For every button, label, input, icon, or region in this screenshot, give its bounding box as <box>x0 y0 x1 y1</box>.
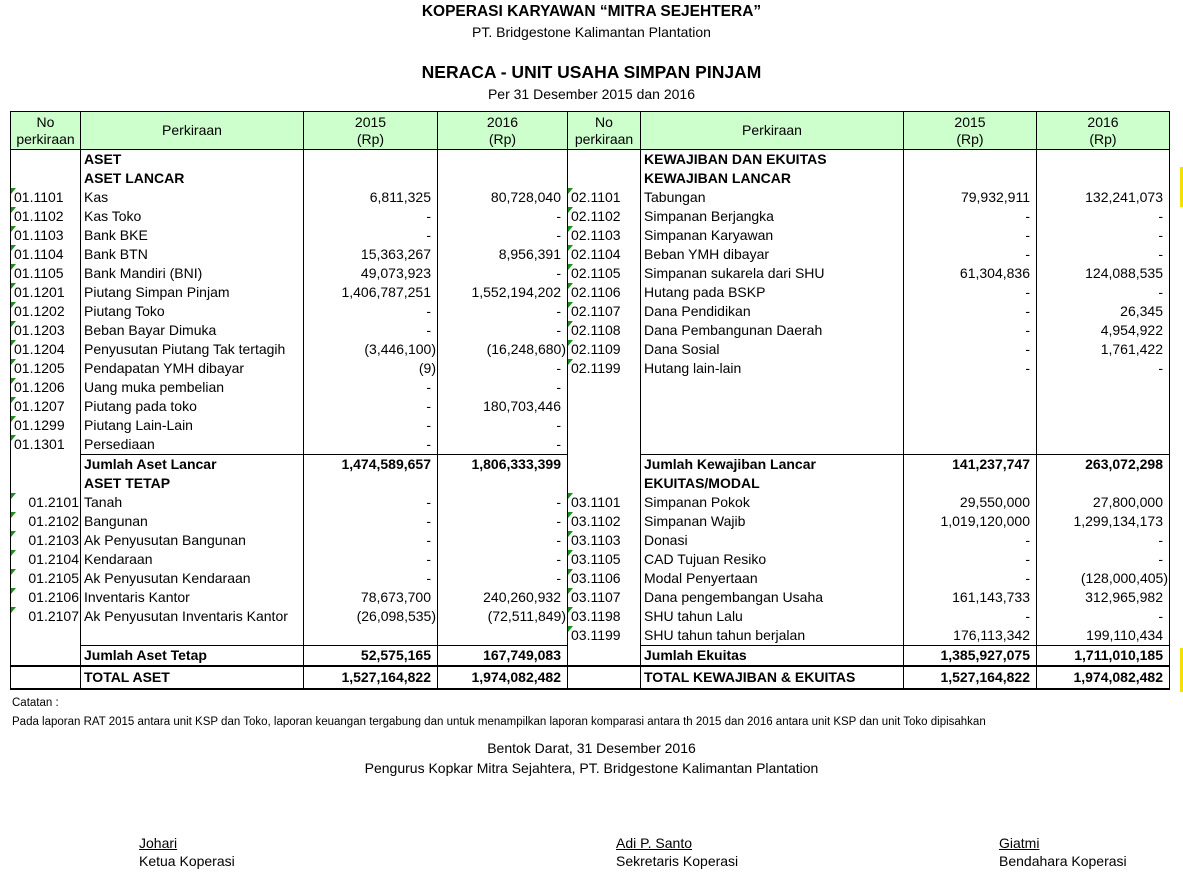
amount-2015: - <box>304 550 438 569</box>
account-number: 02.1104 <box>568 245 641 264</box>
account-name: Beban YMH dibayar <box>641 245 904 264</box>
account-name: Beban Bayar Dimuka <box>81 321 304 340</box>
board-name: Pengurus Kopkar Mitra Sejahtera, PT. Bridgestone Kalimantan Plantation <box>364 760 819 776</box>
amount-2016: 1,711,010,185 <box>1037 646 1170 667</box>
amount-2016: 124,088,535 <box>1037 264 1170 283</box>
account-name: Modal Penyertaan <box>641 569 904 588</box>
amount-2015: - <box>904 245 1037 264</box>
amount-2016 <box>438 474 568 493</box>
account-name: Bank BKE <box>81 226 304 245</box>
account-number: 01.1205 <box>11 359 81 378</box>
account-name: Inventaris Kantor <box>81 588 304 607</box>
amount-2016: - <box>1037 607 1170 626</box>
amount-2016: - <box>438 569 568 588</box>
amount-2016: - <box>1037 550 1170 569</box>
col-header-perkiraan: Perkiraan <box>81 112 304 150</box>
amount-2015: 1,474,589,657 <box>304 455 438 475</box>
account-number: 01.1206 <box>11 378 81 397</box>
section-label: ASET <box>81 150 304 170</box>
amount-2015: - <box>304 512 438 531</box>
table-row <box>11 283 1170 302</box>
account-number: 01.2103 <box>11 531 81 550</box>
account-number: 02.1108 <box>568 321 641 340</box>
section-label: TOTAL KEWAJIBAN & EKUITAS <box>641 666 904 689</box>
account-number: 01.1203 <box>11 321 81 340</box>
account-number <box>568 474 641 493</box>
account-name: Bank BTN <box>81 245 304 264</box>
amount-2016: - <box>438 435 568 455</box>
account-number: 01.1299 <box>11 416 81 435</box>
amount-2016: 1,761,422 <box>1037 340 1170 359</box>
account-name <box>641 435 904 455</box>
account-name: Simpanan Berjangka <box>641 207 904 226</box>
amount-2015: 1,019,120,000 <box>904 512 1037 531</box>
account-number: 01.2102 <box>11 512 81 531</box>
signatory-role: Sekretaris Koperasi <box>616 853 739 869</box>
account-number <box>11 666 81 689</box>
account-number: 02.1199 <box>568 359 641 378</box>
amount-2015: - <box>304 207 438 226</box>
amount-2016 <box>1037 474 1170 493</box>
section-row <box>11 474 1170 493</box>
account-number <box>568 416 641 435</box>
amount-2016: - <box>438 550 568 569</box>
section-label: Jumlah Aset Lancar <box>81 455 304 475</box>
amount-2016: - <box>438 416 568 435</box>
account-number: 01.1207 <box>11 397 81 416</box>
account-number <box>11 455 81 475</box>
table-row <box>11 550 1170 569</box>
account-number: 02.1106 <box>568 283 641 302</box>
signature-chairman <box>139 835 235 869</box>
amount-2015 <box>904 416 1037 435</box>
account-name: Bank Mandiri (BNI) <box>81 264 304 283</box>
amount-2016: 27,800,000 <box>1037 493 1170 512</box>
amount-2015: - <box>304 226 438 245</box>
account-number: 02.1102 <box>568 207 641 226</box>
account-number: 03.1101 <box>568 493 641 512</box>
account-name <box>641 378 904 397</box>
notes-label: Catatan : <box>12 697 59 709</box>
amount-2015: - <box>904 340 1037 359</box>
report-title: NERACA - UNIT USAHA SIMPAN PINJAM <box>421 62 762 82</box>
account-number: 01.1204 <box>11 340 81 359</box>
table-row <box>11 226 1170 245</box>
amount-2015: - <box>304 416 438 435</box>
amount-2016 <box>1037 416 1170 435</box>
amount-2015 <box>304 474 438 493</box>
amount-2015: - <box>904 569 1037 588</box>
account-number: 03.1103 <box>568 531 641 550</box>
account-name: CAD Tujuan Resiko <box>641 550 904 569</box>
table-row <box>11 188 1170 207</box>
account-number <box>11 626 81 646</box>
account-name: SHU tahun tahun berjalan <box>641 626 904 646</box>
amount-2016 <box>1037 435 1170 455</box>
account-name: Simpanan sukarela dari SHU <box>641 264 904 283</box>
amount-2015: - <box>904 226 1037 245</box>
amount-2015: - <box>904 283 1037 302</box>
account-number <box>568 666 641 689</box>
amount-2016: 167,749,083 <box>438 646 568 667</box>
account-name: Dana pengembangan Usaha <box>641 588 904 607</box>
amount-2016: - <box>438 226 568 245</box>
section-label: TOTAL ASET <box>81 666 304 689</box>
org-name: KOPERASI KARYAWAN “MITRA SEJEHTERA” <box>421 3 762 20</box>
account-number: 01.2101 <box>11 493 81 512</box>
account-name: Pendapatan YMH dibayar <box>81 359 304 378</box>
account-number: 01.1105 <box>11 264 81 283</box>
table-row <box>11 588 1170 607</box>
notes-text: Pada laporan RAT 2015 antara unit KSP dan Toko, laporan keuangan tergabung dan untuk menampilkan laporan komparasi antara th 2015 dan 2016 antara unit KSP dan unit Toko dipisahkan <box>12 716 986 728</box>
amount-2015: - <box>904 531 1037 550</box>
signature-treasurer <box>999 835 1127 869</box>
amount-2015: 1,385,927,075 <box>904 646 1037 667</box>
section-label: KEWAJIBAN LANCAR <box>641 169 904 188</box>
company-name: PT. Bridgestone Kalimantan Plantation <box>472 24 711 40</box>
account-name: Tabungan <box>641 188 904 207</box>
amount-2016: 1,974,082,482 <box>1037 666 1170 689</box>
section-label: ASET TETAP <box>81 474 304 493</box>
amount-2016: - <box>438 321 568 340</box>
account-name: Persediaan <box>81 435 304 455</box>
amount-2015: - <box>904 321 1037 340</box>
account-number: 01.1301 <box>11 435 81 455</box>
account-name: Piutang pada toko <box>81 397 304 416</box>
amount-2016: 199,110,434 <box>1037 626 1170 646</box>
amount-2016: (128,000,405) <box>1037 569 1170 588</box>
account-number: 01.1101 <box>11 188 81 207</box>
amount-2016: 312,965,982 <box>1037 588 1170 607</box>
amount-2015 <box>304 150 438 170</box>
signatory-name: Johari <box>139 835 178 851</box>
amount-2016: 1,974,082,482 <box>438 666 568 689</box>
amount-2015: 176,113,342 <box>904 626 1037 646</box>
account-number: 03.1106 <box>568 569 641 588</box>
amount-2016: - <box>1037 283 1170 302</box>
account-number: 02.1101 <box>568 188 641 207</box>
amount-2016: 80,728,040 <box>438 188 568 207</box>
table-row <box>11 245 1170 264</box>
col-header-perkiraan: Perkiraan <box>641 112 904 150</box>
table-header-row <box>11 112 1170 150</box>
account-number: 01.1103 <box>11 226 81 245</box>
table-row <box>11 359 1170 378</box>
account-name: Dana Pembangunan Daerah <box>641 321 904 340</box>
account-number <box>11 150 81 170</box>
table-row <box>11 207 1170 226</box>
amount-2015: 52,575,165 <box>304 646 438 667</box>
account-number: 02.1105 <box>568 264 641 283</box>
account-number: 01.1202 <box>11 302 81 321</box>
section-label: ASET LANCAR <box>81 169 304 188</box>
amount-2016: 1,299,134,173 <box>1037 512 1170 531</box>
amount-2016: - <box>1037 207 1170 226</box>
section-label: EKUITAS/MODAL <box>641 474 904 493</box>
amount-2016: 132,241,073 <box>1037 188 1170 207</box>
total-row <box>11 666 1170 689</box>
table-row <box>11 397 1170 416</box>
amount-2016: - <box>438 493 568 512</box>
amount-2015: - <box>304 378 438 397</box>
amount-2015 <box>904 435 1037 455</box>
table-row <box>11 493 1170 512</box>
amount-2016: - <box>1037 359 1170 378</box>
account-number <box>568 435 641 455</box>
account-name <box>641 416 904 435</box>
account-number: 01.2104 <box>11 550 81 569</box>
amount-2015: 79,932,911 <box>904 188 1037 207</box>
account-number: 01.2107 <box>11 607 81 626</box>
account-name: Kas Toko <box>81 207 304 226</box>
account-name: Ak Penyusutan Inventaris Kantor <box>81 607 304 626</box>
amount-2015: - <box>904 207 1037 226</box>
account-name: Simpanan Karyawan <box>641 226 904 245</box>
amount-2015 <box>904 169 1037 188</box>
amount-2016 <box>438 169 568 188</box>
account-name: Hutang pada BSKP <box>641 283 904 302</box>
account-name: Tanah <box>81 493 304 512</box>
amount-2015 <box>904 378 1037 397</box>
account-number: 02.1109 <box>568 340 641 359</box>
account-number <box>568 378 641 397</box>
amount-2015: - <box>304 531 438 550</box>
table-row <box>11 340 1170 359</box>
account-number <box>568 169 641 188</box>
amount-2015: 61,304,836 <box>904 264 1037 283</box>
amount-2016: - <box>438 512 568 531</box>
table-row <box>11 435 1170 455</box>
account-number <box>568 150 641 170</box>
amount-2015: - <box>904 302 1037 321</box>
signatory-role: Ketua Koperasi <box>139 853 235 869</box>
account-number: 03.1105 <box>568 550 641 569</box>
account-name: Piutang Simpan Pinjam <box>81 283 304 302</box>
section-label: Jumlah Kewajiban Lancar <box>641 455 904 475</box>
amount-2015: - <box>904 607 1037 626</box>
amount-2015: 141,237,747 <box>904 455 1037 475</box>
account-number <box>568 455 641 475</box>
signatory-role: Bendahara Koperasi <box>999 853 1127 869</box>
account-name: Piutang Toko <box>81 302 304 321</box>
amount-2015: - <box>904 359 1037 378</box>
account-name: Kendaraan <box>81 550 304 569</box>
amount-2015: - <box>304 397 438 416</box>
amount-2016: 1,552,194,202 <box>438 283 568 302</box>
amount-2015: 1,406,787,251 <box>304 283 438 302</box>
account-name: Dana Pendidikan <box>641 302 904 321</box>
table-row <box>11 569 1170 588</box>
amount-2015 <box>304 169 438 188</box>
account-number: 03.1199 <box>568 626 641 646</box>
amount-2016: - <box>438 359 568 378</box>
signature-secretary <box>616 835 738 869</box>
account-name: Dana Sosial <box>641 340 904 359</box>
amount-2016: (72,511,849) <box>438 607 568 626</box>
account-name: Donasi <box>641 531 904 550</box>
account-number: 01.1201 <box>11 283 81 302</box>
amount-2015: (3,446,100) <box>304 340 438 359</box>
account-number <box>568 397 641 416</box>
signatory-name: Adi P. Santo <box>616 835 693 851</box>
amount-2016: - <box>438 531 568 550</box>
account-name: Ak Penyusutan Bangunan <box>81 531 304 550</box>
table-row <box>11 626 1170 646</box>
amount-2016 <box>438 626 568 646</box>
amount-2015: - <box>304 569 438 588</box>
amount-2015: 29,550,000 <box>904 493 1037 512</box>
account-number: 01.2105 <box>11 569 81 588</box>
amount-2015: - <box>904 550 1037 569</box>
amount-2016 <box>1037 397 1170 416</box>
amount-2015: - <box>304 321 438 340</box>
table-row <box>11 264 1170 283</box>
amount-2015: 6,811,325 <box>304 188 438 207</box>
amount-2016: 240,260,932 <box>438 588 568 607</box>
amount-2016 <box>1037 150 1170 170</box>
account-name: Bangunan <box>81 512 304 531</box>
col-header-2016: 2016 (Rp) <box>438 112 568 150</box>
subtotal-row <box>11 455 1170 475</box>
amount-2015: 15,363,267 <box>304 245 438 264</box>
account-number: 01.1102 <box>11 207 81 226</box>
account-name: Piutang Lain-Lain <box>81 416 304 435</box>
section-label: Jumlah Ekuitas <box>641 646 904 667</box>
amount-2016: 4,954,922 <box>1037 321 1170 340</box>
amount-2016: - <box>438 207 568 226</box>
amount-2016: (16,248,680) <box>438 340 568 359</box>
col-header-2015: 2015 (Rp) <box>304 112 438 150</box>
table-row <box>11 302 1170 321</box>
account-number <box>568 646 641 667</box>
account-number: 01.2106 <box>11 588 81 607</box>
col-header-2016: 2016 (Rp) <box>1037 112 1170 150</box>
amount-2015: - <box>304 302 438 321</box>
account-name: Simpanan Wajib <box>641 512 904 531</box>
col-header-no: No perkiraan <box>568 112 641 150</box>
amount-2016: 180,703,446 <box>438 397 568 416</box>
amount-2016: 263,072,298 <box>1037 455 1170 475</box>
account-number: 02.1103 <box>568 226 641 245</box>
account-number <box>11 474 81 493</box>
amount-2016: - <box>438 378 568 397</box>
amount-2015: (26,098,535) <box>304 607 438 626</box>
section-row <box>11 150 1170 170</box>
amount-2016: - <box>1037 531 1170 550</box>
account-name: Kas <box>81 188 304 207</box>
account-name <box>641 397 904 416</box>
account-name: Simpanan Pokok <box>641 493 904 512</box>
amount-2015: 78,673,700 <box>304 588 438 607</box>
amount-2015: 1,527,164,822 <box>904 666 1037 689</box>
account-number <box>11 169 81 188</box>
amount-2015: 161,143,733 <box>904 588 1037 607</box>
amount-2016: - <box>438 264 568 283</box>
amount-2016: - <box>1037 245 1170 264</box>
amount-2015: 49,073,923 <box>304 264 438 283</box>
amount-2015 <box>904 474 1037 493</box>
place-date: Bentok Darat, 31 Desember 2016 <box>487 740 696 756</box>
amount-2016: 1,806,333,399 <box>438 455 568 475</box>
signatory-name: Giatmi <box>999 835 1040 851</box>
col-header-2015: 2015 (Rp) <box>904 112 1037 150</box>
subtotal-row <box>11 646 1170 667</box>
account-number: 03.1102 <box>568 512 641 531</box>
table-row <box>11 512 1170 531</box>
account-number: 03.1107 <box>568 588 641 607</box>
amount-2015 <box>304 626 438 646</box>
section-label: KEWAJIBAN DAN EKUITAS <box>641 150 904 170</box>
amount-2016 <box>438 150 568 170</box>
table-row <box>11 378 1170 397</box>
amount-2015 <box>904 150 1037 170</box>
amount-2016: 26,345 <box>1037 302 1170 321</box>
account-name: Hutang lain-lain <box>641 359 904 378</box>
account-name <box>81 626 304 646</box>
report-period: Per 31 Desember 2015 dan 2016 <box>487 86 696 102</box>
table-row <box>11 531 1170 550</box>
account-number: 02.1107 <box>568 302 641 321</box>
account-number: 03.1198 <box>568 607 641 626</box>
table-row <box>11 416 1170 435</box>
section-row <box>11 169 1170 188</box>
amount-2016: 8,956,391 <box>438 245 568 264</box>
account-number <box>11 646 81 667</box>
col-header-no: No perkiraan <box>11 112 81 150</box>
amount-2015: - <box>304 435 438 455</box>
account-number: 01.1104 <box>11 245 81 264</box>
amount-2016 <box>1037 169 1170 188</box>
account-name: Ak Penyusutan Kendaraan <box>81 569 304 588</box>
section-label: Jumlah Aset Tetap <box>81 646 304 667</box>
amount-2016: - <box>1037 226 1170 245</box>
amount-2016 <box>1037 378 1170 397</box>
amount-2015: (9) <box>304 359 438 378</box>
balance-sheet-table <box>10 111 1170 690</box>
amount-2015: 1,527,164,822 <box>304 666 438 689</box>
table-row <box>11 321 1170 340</box>
amount-2015 <box>904 397 1037 416</box>
account-name: SHU tahun Lalu <box>641 607 904 626</box>
account-name: Penyusutan Piutang Tak tertagih <box>81 340 304 359</box>
account-name: Uang muka pembelian <box>81 378 304 397</box>
table-row <box>11 607 1170 626</box>
amount-2015: - <box>304 493 438 512</box>
amount-2016: - <box>438 302 568 321</box>
